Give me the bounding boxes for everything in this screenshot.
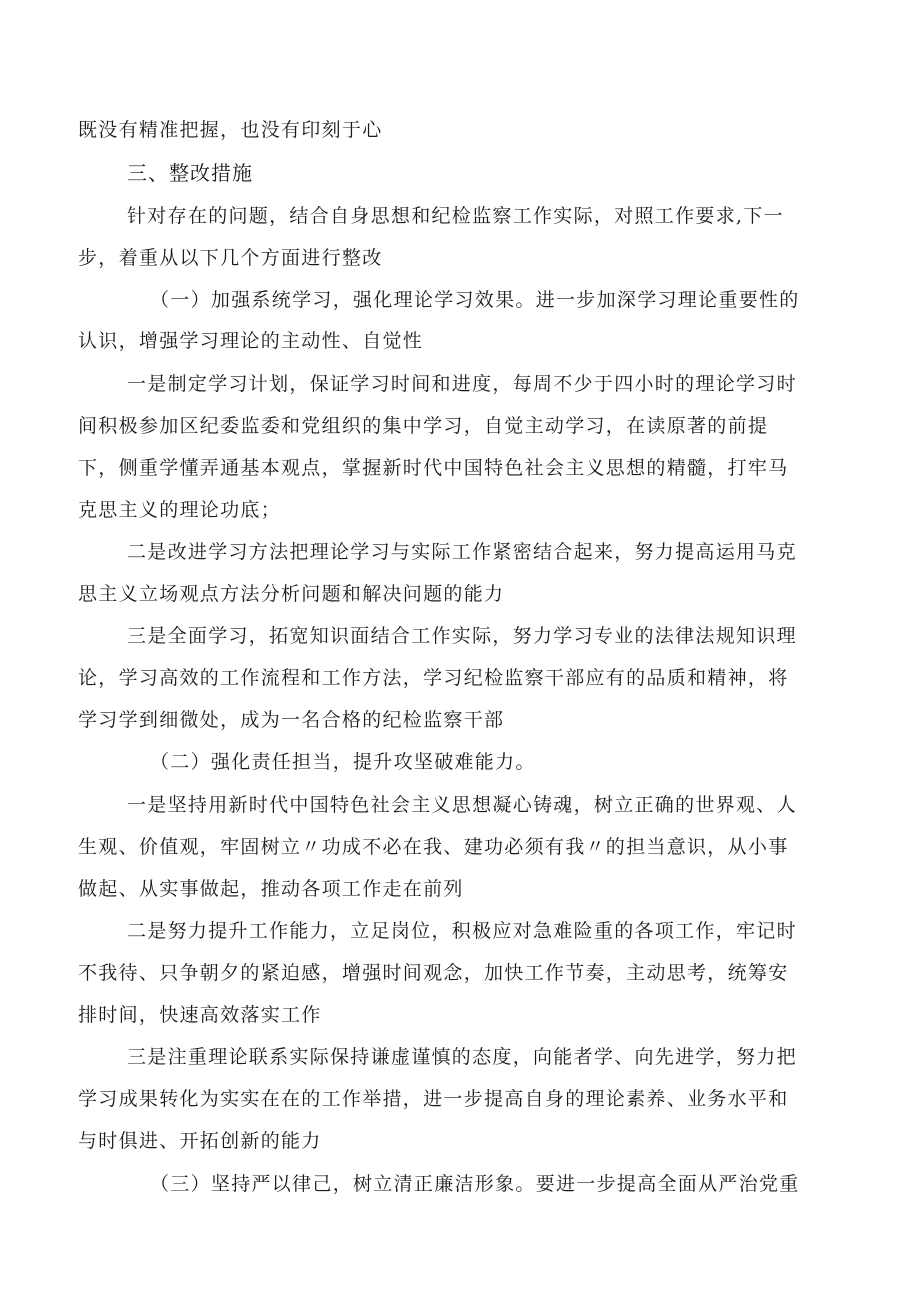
text-line: 下，侧重学懂弄通基本观点，掌握新时代中国特色社会主义思想的精髓，打牢马 [78, 457, 789, 479]
text-line: 学习成果转化为实实在在的工作举措，进一步提高自身的理论素养、业务水平和 [78, 1088, 789, 1110]
text-line: 二是努力提升工作能力，立足岗位，积极应对急难险重的各项工作，牢记时 [127, 920, 797, 942]
text-line: 一是坚持用新时代中国特色社会主义思想凝心铸魂，树立正确的世界观、人 [127, 794, 797, 816]
text-line: 间积极参加区纪委监委和党组织的集中学习，自觉主动学习，在读原著的前提 [78, 415, 769, 437]
text-line: 排时间，快速高效落实工作 [78, 1004, 322, 1026]
subsection-heading: （一）加强系统学习，强化理论学习效果。进一步加深学习理论重要性的 [150, 289, 800, 311]
text-line: 思主义立场观点方法分析问题和解决问题的能力 [78, 583, 505, 605]
text-line: 三是注重理论联系实际保持谦虚谨慎的态度，向能者学、向先进学，努力把 [127, 1046, 797, 1068]
text-line: 三是全面学习，拓宽知识面结合工作实际，努力学习专业的法律法规知识理 [127, 625, 797, 647]
text-line: 论，学习高效的工作流程和工作方法，学习纪检监察干部应有的品质和精神，将 [78, 667, 789, 689]
subsection-heading: （二）强化责任担当，提升攻坚破难能力。 [150, 751, 536, 773]
text-line: 与时俱进、开拓创新的能力 [78, 1130, 322, 1152]
text-line: 克思主义的理论功底； [78, 499, 282, 521]
text-line: 一是制定学习计划，保证学习时间和进度，每周不少于四小时的理论学习时 [127, 373, 797, 395]
text-line: 不我待、只争朝夕的紧迫感，增强时间观念，加快工作节奏，主动思考，统筹安 [78, 962, 789, 984]
text-line: 生观、价值观，牢固树立〃功成不必在我、建功必须有我〃的担当意识，从小事 [78, 836, 789, 858]
text-line: 既没有精准把握，也没有印刻于心 [78, 119, 383, 141]
text-line: 步，着重从以下几个方面进行整改 [78, 247, 383, 269]
text-line: 做起、从实事做起，推动各项工作走在前列 [78, 878, 464, 900]
subsection-heading: （三）坚持严以律己，树立清正廉洁形象。要进一步提高全面从严治党重 [150, 1173, 800, 1195]
text-line: 学习学到细微处，成为一名合格的纪检监察干部 [78, 709, 505, 731]
section-heading: 三、整改措施 [127, 161, 253, 185]
text-line: 认识，增强学习理论的主动性、自觉性 [78, 330, 424, 352]
text-line: 二是改进学习方法把理论学习与实际工作紧密结合起来，努力提高运用马克 [127, 541, 797, 563]
text-line: 针对存在的问题，结合自身思想和纪检监察工作实际，对照工作要求,下一 [127, 205, 784, 227]
